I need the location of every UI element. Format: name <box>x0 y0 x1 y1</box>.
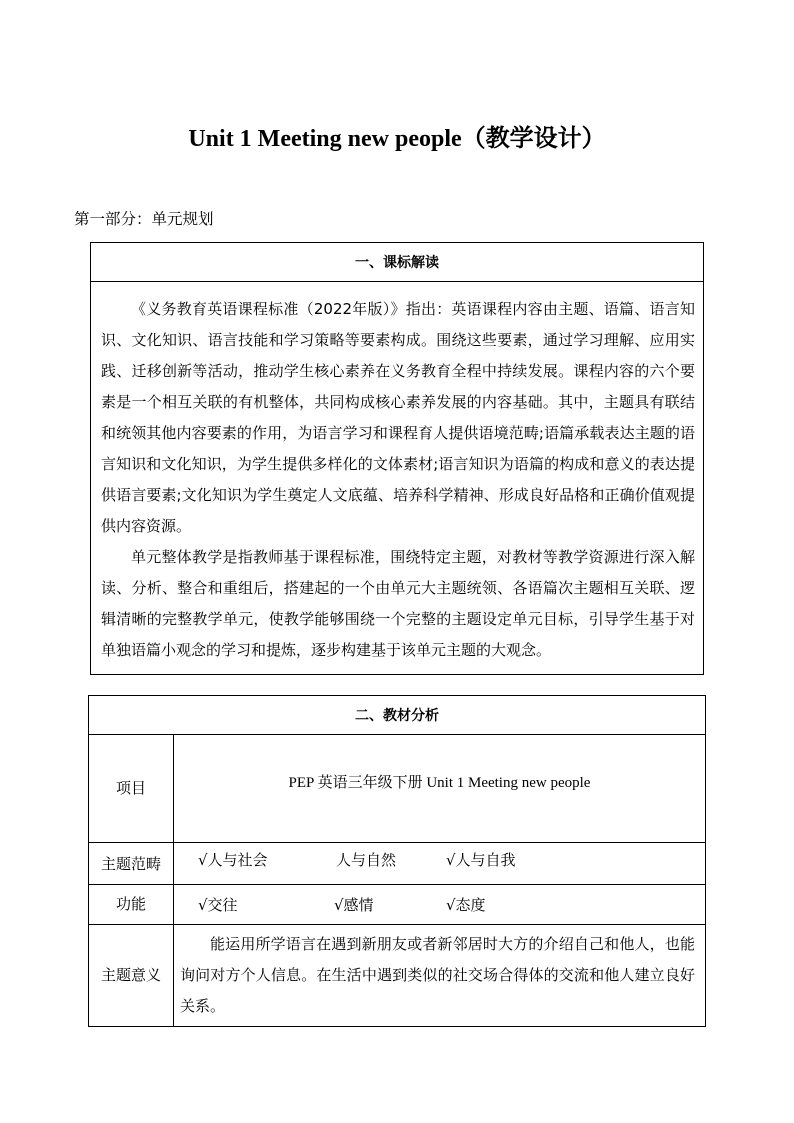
section2-heading: 二、教材分析 <box>89 696 706 735</box>
section1-body <box>91 282 704 675</box>
function-label: 功能 <box>89 885 174 925</box>
theme-options <box>174 843 706 885</box>
theme-option: √人与自我 <box>446 851 516 869</box>
part-label: 第一部分：单元规划 <box>74 210 214 228</box>
theme-option: √人与社会 <box>198 851 268 869</box>
textbook-analysis-table <box>88 695 706 1027</box>
function-option: √交往 <box>198 896 238 914</box>
theme-option: 人与自然 <box>336 851 397 869</box>
function-options <box>174 885 706 925</box>
item-value: PEP 英语三年级下册 Unit 1 Meeting new people <box>174 735 706 843</box>
curriculum-standard-table <box>90 242 704 675</box>
meaning-label: 主题意义 <box>89 925 174 1027</box>
section1-paragraph: 单元整体教学是指教师基于课程标准，围绕特定主题，对教材等教学资源进行深入解读、分析、整合和重组后，搭建起的一个由单元大主题统领、各语篇次主题相互关联、逻辑清晰的完整教学单元，使教学能够围绕一个完整的主题设定单元目标，引导学生基于对单独语篇小观念的学习和提炼，逐步构建基于该单元主题的大观念。 <box>101 548 695 659</box>
item-label: 项目 <box>89 735 174 843</box>
document-title: Unit 1 Meeting new people（教学设计） <box>188 126 606 152</box>
section1-paragraph: 《义务教育英语课程标准（2022年版）》指出：英语课程内容由主题、语篇、语言知识、文化知识、语言技能和学习策略等要素构成。围绕这些要素，通过学习理解、应用实践、迁移创新等活动，推动学生核心素养在义务教育全程中持续发展。课程内容的六个要素是一个相互关联的有机整体，共同构成核心素养发展的内容基础。其中，主题具有联结和统领其他内容要素的作用，为语言学习和课程育人提供语境范畴;语篇承载表达主题的语言知识和文化知识，为学生提供多样化的文体素材;语言知识为语篇的构成和意义的表达提供语言要素;文化知识为学生奠定人文底蕴、培养科学精神、形成良好品格和正确价值观提供内容资源。 <box>101 300 695 535</box>
theme-label: 主题范畴 <box>89 843 174 885</box>
section1-heading: 一、课标解读 <box>91 243 704 282</box>
function-option: √感情 <box>334 896 374 914</box>
meaning-text: 能运用所学语言在遇到新朋友或者新邻居时大方的介绍自己和他人，也能询问对方个人信息。在生活中遇到类似的社交场合得体的交流和他人建立良好关系。 <box>180 935 695 1015</box>
function-option: √态度 <box>446 896 486 914</box>
meaning-value <box>174 925 706 1027</box>
